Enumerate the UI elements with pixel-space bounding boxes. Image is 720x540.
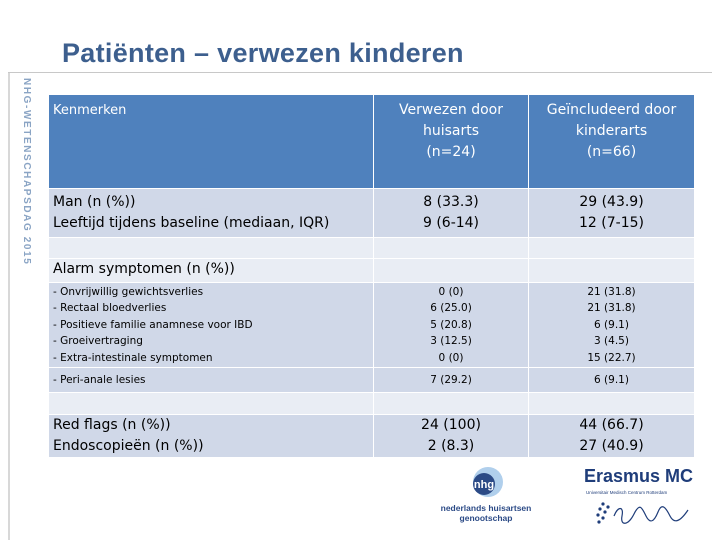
symptom-label: - Extra-intestinale symptomen (53, 351, 213, 364)
slide-title: Patiënten – verwezen kinderen (62, 38, 464, 68)
value-peri-huisarts: 7 (29.2) (374, 368, 529, 393)
label-peri: - Peri-anale lesies (49, 368, 374, 393)
symptom-value: 0 (0) (438, 351, 464, 364)
header-kinderarts-line: Geïncludeerd door (546, 102, 677, 118)
symptom-value: 6 (25.0) (430, 302, 472, 315)
symptom-labels (49, 283, 374, 368)
table-row (49, 415, 695, 458)
erasmus-mc-logo: Erasmus MC (584, 466, 694, 486)
symptom-value: 6 (9.1) (594, 318, 629, 331)
label-alarm: Alarm symptomen (n (%)) (49, 259, 374, 283)
values-kinderarts (529, 415, 695, 458)
label-age: Leeftijd tijdens baseline (mediaan, IQR) (53, 215, 330, 231)
nhg-logo-icon (466, 464, 506, 500)
symptom-value: 21 (31.8) (587, 302, 636, 315)
table-row (49, 283, 695, 368)
side-divider (8, 73, 10, 540)
symptom-values-kinderarts (529, 283, 695, 368)
erasmus-signature-icon (594, 500, 694, 530)
symptom-value: 21 (31.8) (587, 285, 636, 298)
value-endo-kinderarts: 27 (40.9) (579, 438, 644, 454)
value-age-kinderarts: 12 (7-15) (579, 215, 644, 231)
label-endoscopie: Endoscopieën (n (%)) (53, 438, 204, 454)
value-man-kinderarts: 29 (43.9) (579, 194, 644, 210)
table-row (49, 238, 695, 259)
value-peri-kinderarts: 6 (9.1) (529, 368, 695, 393)
header-kinderarts-line: (n=66) (586, 144, 637, 160)
erasmus-mc-subtitle: Universitair Medisch Centrum Rotterdam (586, 490, 668, 495)
patients-table (48, 94, 695, 458)
values-huisarts (374, 415, 529, 458)
symptom-value: 15 (22.7) (587, 351, 636, 364)
nhg-text-line: genootschap (459, 513, 513, 523)
symptom-value: 0 (0) (438, 285, 464, 298)
value-endo-huisarts: 2 (8.3) (427, 438, 475, 454)
values-kinderarts (529, 189, 695, 238)
header-huisarts-line: Verwezen door (399, 102, 503, 118)
svg-text:nhg: nhg (473, 479, 495, 491)
value-red-kinderarts: 44 (66.7) (579, 417, 644, 433)
table-row (49, 189, 695, 238)
table-row (49, 393, 695, 415)
value-age-huisarts: 9 (6-14) (422, 215, 480, 231)
nhg-logo-text (432, 503, 540, 523)
symptom-value: 3 (4.5) (594, 335, 629, 348)
symptom-label: - Onvrijwillig gewichtsverlies (53, 285, 204, 298)
symptom-label: - Rectaal bloedverlies (53, 302, 167, 315)
label-red-flags: Red flags (n (%)) (53, 417, 171, 433)
value-red-huisarts: 24 (100) (421, 417, 481, 433)
side-event-label: NHG-WETENSCHAPSDAG 2015 (21, 78, 32, 266)
table-header-row (49, 95, 695, 189)
header-kenmerken: Kenmerken (49, 95, 374, 189)
symptom-value: 5 (20.8) (430, 318, 472, 331)
header-huisarts (374, 95, 529, 189)
symptom-label: - Groeivertraging (53, 335, 143, 348)
nhg-text-line: nederlands huisartsen (440, 503, 532, 513)
header-huisarts-line: (n=24) (426, 144, 476, 160)
header-kinderarts-line: kinderarts (575, 123, 648, 139)
row-label (49, 189, 374, 238)
table-row (49, 259, 695, 283)
table-row (49, 368, 695, 393)
header-kinderarts (529, 95, 695, 189)
symptom-values-huisarts (374, 283, 529, 368)
value-man-huisarts: 8 (33.3) (423, 194, 479, 210)
header-huisarts-line: huisarts (422, 123, 480, 139)
values-huisarts (374, 189, 529, 238)
label-man: Man (n (%)) (53, 194, 136, 210)
symptom-value: 3 (12.5) (430, 335, 472, 348)
symptom-label: - Positieve familie anamnese voor IBD (53, 318, 253, 331)
row-label (49, 415, 374, 458)
title-divider (8, 72, 712, 73)
